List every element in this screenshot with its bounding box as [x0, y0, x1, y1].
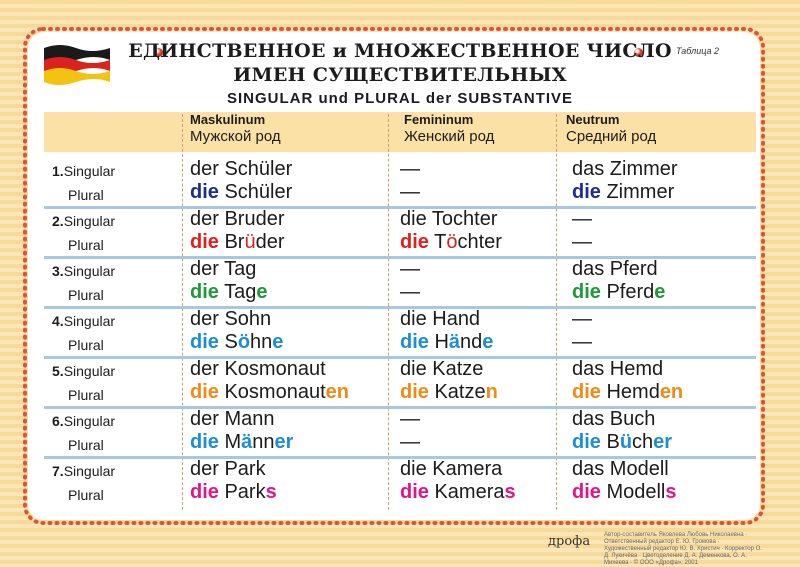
singular-form: das Modell [572, 458, 669, 480]
singular-form: — [572, 308, 592, 330]
singular-label: Singular [63, 263, 116, 279]
singular-form: das Buch [572, 408, 656, 430]
plural-form [190, 181, 292, 204]
plural-segment: ä [448, 331, 461, 353]
plural-segment: der [255, 231, 285, 253]
plural-segment: s [504, 481, 516, 503]
plural-form [190, 281, 267, 304]
plural-segment: s [265, 481, 277, 503]
singular-form: — [572, 208, 592, 230]
plural-segment: hn [250, 331, 273, 353]
plural-segment: Modell [600, 481, 666, 503]
plural-segment: — [400, 181, 420, 203]
singular-form: die Hand [400, 308, 481, 330]
row-label-singular [52, 463, 115, 479]
column-header-neutrum [566, 112, 656, 152]
plural-segment: en [325, 381, 349, 403]
plural-form [400, 431, 420, 454]
row-label-singular [52, 363, 115, 379]
row-number: 2. [52, 213, 64, 229]
plural-segment: T [428, 231, 447, 253]
row-label-singular [52, 263, 115, 279]
plural-segment: s [665, 481, 677, 503]
credits-text: Автор-составитель Яковлева Любовь Николаевна · Ответственный редактор Е. Ю. Громова · Художественный редактор Ю. В. Христич · Корректор О. Д. Лукичёва · Цветоделение Д. А. Деменкова, О. А. Михеева · © ООО «Дрофа», 2001 [604, 532, 762, 566]
plural-form [400, 281, 420, 304]
plural-form [572, 431, 672, 454]
plural-segment: die [572, 381, 601, 403]
plural-segment: die [190, 381, 219, 403]
plural-segment: er [653, 431, 673, 453]
plural-segment: die [190, 281, 219, 303]
title-ru-line1: ЕДИНСТВЕННОЕ и МНОЖЕСТВЕННОЕ ЧИСЛО [128, 40, 672, 62]
row-label-singular [52, 313, 115, 329]
plural-form [400, 231, 502, 254]
plural-segment: Zimmer [600, 181, 675, 203]
plural-segment: die [400, 331, 429, 353]
column-divider [388, 114, 389, 510]
singular-label: Singular [63, 463, 116, 479]
plural-form [572, 281, 665, 304]
plural-segment: H [428, 331, 449, 353]
plural-segment: die [400, 381, 429, 403]
plural-form [572, 181, 674, 204]
plural-segment: die [572, 431, 601, 453]
row-label-plural: Plural [68, 387, 104, 403]
plural-segment: — [572, 231, 592, 253]
singular-form: die Tochter [400, 208, 498, 230]
plural-segment: ü [244, 231, 256, 253]
column-header-de: Maskulinum [190, 112, 266, 127]
table-number: Таблица 2 [676, 46, 720, 56]
singular-form: das Hemd [572, 358, 664, 380]
plural-form [572, 331, 592, 354]
row-number: 3. [52, 263, 64, 279]
plural-segment: Park [218, 481, 266, 503]
plural-segment: n [485, 381, 498, 403]
plural-segment: die [572, 281, 601, 303]
singular-form: der Mann [190, 408, 275, 430]
plural-segment: — [400, 431, 420, 453]
title-de: SINGULAR und PLURAL der SUBSTANTIVE [226, 90, 574, 107]
plural-segment: Hemd [600, 381, 660, 403]
plural-segment: Schüler [218, 181, 293, 203]
plural-form [400, 481, 516, 504]
plural-segment: Tag [218, 281, 257, 303]
plural-form [190, 381, 349, 404]
plural-form [572, 481, 677, 504]
plural-segment: S [218, 331, 238, 353]
column-header-femininum [404, 112, 494, 152]
plural-segment: die [400, 231, 429, 253]
plural-segment: die [572, 481, 601, 503]
row-number: 4. [52, 313, 64, 329]
singular-form: der Schüler [190, 158, 293, 180]
plural-segment: nd [460, 331, 483, 353]
row-label-plural: Plural [68, 437, 104, 453]
singular-form: die Katze [400, 358, 484, 380]
plural-segment: die [400, 481, 429, 503]
singular-label: Singular [63, 413, 116, 429]
plural-form [400, 331, 493, 354]
plural-segment: er [274, 431, 294, 453]
column-header-de: Neutrum [566, 112, 620, 127]
singular-form: der Bruder [190, 208, 285, 230]
singular-form: die Kamera [400, 458, 503, 480]
plural-segment: — [400, 281, 420, 303]
plural-segment: ö [237, 331, 251, 353]
plural-segment: ö [446, 231, 458, 253]
plural-segment: ä [241, 431, 253, 453]
plural-form [400, 381, 498, 404]
plural-form [190, 331, 283, 354]
row-label-singular [52, 213, 115, 229]
singular-form: der Kosmonaut [190, 358, 326, 380]
row-label-plural: Plural [68, 187, 104, 203]
column-divider [182, 114, 183, 510]
plural-segment: en [659, 381, 684, 403]
row-number: 7. [52, 463, 64, 479]
column-header-ru: Женский род [404, 128, 495, 145]
column-header-de: Femininum [404, 112, 474, 127]
row-number: 6. [52, 413, 64, 429]
plural-segment: chter [457, 231, 502, 253]
plural-form [190, 231, 285, 254]
title-ru-line2: ИМЕН СУЩЕСТВИТЕЛЬНЫХ [233, 64, 567, 86]
row-label-singular [52, 163, 115, 179]
plural-form [400, 181, 420, 204]
plural-segment: B [600, 431, 620, 453]
row-label-plural: Plural [68, 487, 104, 503]
publisher-logo: дрофа [548, 534, 591, 549]
plural-segment: ü [619, 431, 633, 453]
singular-label: Singular [63, 163, 116, 179]
plural-segment: die [190, 181, 219, 203]
column-header-ru: Мужской род [190, 128, 281, 145]
singular-form: — [400, 158, 420, 180]
plural-segment: Katze [428, 381, 486, 403]
plural-form [572, 381, 683, 404]
plural-form [190, 431, 293, 454]
singular-form: das Pferd [572, 258, 658, 280]
plural-segment: — [572, 331, 592, 353]
plural-segment: die [572, 181, 601, 203]
column-divider [556, 114, 557, 510]
singular-form: der Tag [190, 258, 257, 280]
singular-form: — [400, 258, 420, 280]
plural-segment: Kosmonaut [218, 381, 326, 403]
column-header-ru: Средний род [566, 128, 657, 145]
row-label-singular [52, 413, 115, 429]
singular-label: Singular [63, 213, 116, 229]
plural-segment: Pferd [600, 281, 655, 303]
row-number: 5. [52, 363, 64, 379]
singular-form: das Zimmer [572, 158, 678, 180]
plural-segment: e [482, 331, 494, 353]
row-label-plural: Plural [68, 287, 104, 303]
singular-form: der Park [190, 458, 266, 480]
plural-form [190, 481, 277, 504]
plural-segment: e [272, 331, 284, 353]
plural-segment: e [256, 281, 268, 303]
plural-segment: Br [218, 231, 245, 253]
plural-form [572, 231, 592, 254]
plural-segment: die [190, 231, 219, 253]
plural-segment: ch [632, 431, 654, 453]
plural-segment: die [190, 481, 219, 503]
column-header-maskulinum [190, 112, 281, 152]
singular-label: Singular [63, 363, 116, 379]
row-label-plural: Plural [68, 237, 104, 253]
plural-segment: Kamera [428, 481, 505, 503]
plural-segment: M [218, 431, 242, 453]
plural-segment: e [654, 281, 666, 303]
plural-segment: nn [252, 431, 275, 453]
singular-form: der Sohn [190, 308, 272, 330]
plural-segment: die [190, 431, 219, 453]
singular-label: Singular [63, 313, 116, 329]
row-number: 1. [52, 163, 64, 179]
singular-form: — [400, 408, 420, 430]
row-label-plural: Plural [68, 337, 104, 353]
plural-segment: die [190, 331, 219, 353]
